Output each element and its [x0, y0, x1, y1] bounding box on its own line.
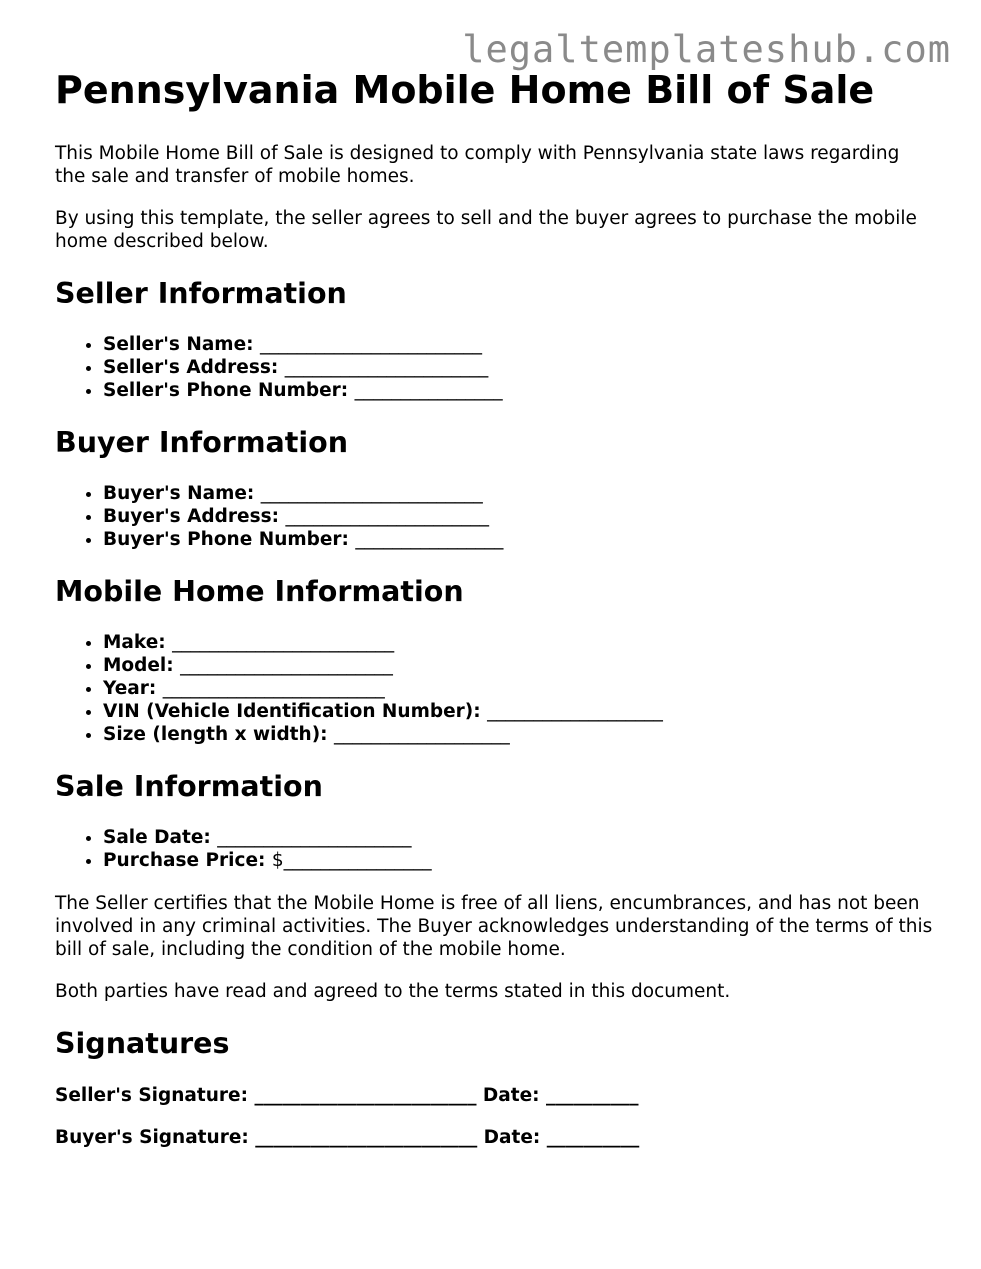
seller-date-label: Date:: [482, 1084, 540, 1106]
buyer-section-heading: Buyer Information: [55, 425, 349, 459]
seller-name-field: [103, 333, 935, 356]
model-field: [103, 654, 935, 677]
home-section-heading: Mobile Home Information: [55, 574, 464, 608]
field-label: Seller's Address:: [103, 356, 279, 378]
buyer-address-field: [103, 505, 935, 528]
seller-fields-list: [55, 333, 935, 402]
blank-line[interactable]: ________________: [354, 379, 503, 401]
blank-line[interactable]: ________________________: [162, 678, 385, 700]
vin-field: [103, 700, 935, 723]
buyer-fields-list: [55, 482, 935, 551]
seller-signature-line: [55, 1084, 935, 1107]
signatures-section-heading: Signatures: [55, 1027, 230, 1061]
seller-phone-field: [103, 379, 935, 402]
home-fields-list: [55, 631, 935, 746]
blank-line[interactable]: $________________: [271, 850, 432, 872]
seller-signature-blank[interactable]: ________________________: [254, 1084, 477, 1106]
blank-line[interactable]: ________________________: [259, 333, 482, 355]
seller-section-heading: Seller Information: [55, 276, 347, 310]
certification-paragraph: The Seller certifies that the Mobile Home is free of all liens, encumbrances, and has not been involved in any criminal activities. The Buyer acknowledges understanding of the terms of this bill of sale, including the condition of the mobile home.: [55, 893, 933, 961]
field-label: Make:: [103, 632, 166, 654]
field-label: Buyer's Phone Number:: [103, 528, 349, 550]
field-label: Seller's Phone Number:: [103, 379, 349, 401]
buyer-signature-blank[interactable]: ________________________: [255, 1126, 478, 1148]
field-label: Purchase Price:: [103, 850, 266, 872]
field-label: Model:: [103, 655, 174, 677]
seller-address-field: [103, 356, 935, 379]
field-label: Buyer's Address:: [103, 505, 280, 527]
seller-signature-label: Seller's Signature:: [55, 1084, 248, 1106]
field-label: Seller's Name:: [103, 333, 254, 355]
buyer-name-field: [103, 482, 935, 505]
buyer-signature-label: Buyer's Signature:: [55, 1126, 249, 1148]
sale-section-heading: Sale Information: [55, 770, 323, 804]
year-field: [103, 677, 935, 700]
blank-line[interactable]: ___________________: [334, 724, 510, 746]
field-label: Size (length x width):: [103, 724, 328, 746]
seller-date-blank[interactable]: __________: [546, 1084, 639, 1106]
field-label: VIN (Vehicle Identification Number):: [103, 701, 481, 723]
blank-line[interactable]: ________________________: [172, 632, 395, 654]
blank-line[interactable]: _______________________: [180, 655, 393, 677]
blank-line[interactable]: ______________________: [285, 505, 489, 527]
agreement-paragraph: Both parties have read and agreed to the terms stated in this document.: [55, 981, 731, 1003]
blank-line[interactable]: ________________________: [260, 482, 483, 504]
blank-line[interactable]: ________________: [355, 528, 504, 550]
field-label: Buyer's Name:: [103, 482, 255, 504]
blank-line[interactable]: _____________________: [217, 827, 412, 849]
field-label: Sale Date:: [103, 827, 211, 849]
blank-line[interactable]: ______________________: [284, 356, 489, 378]
sale-fields-list: [55, 826, 935, 872]
page-title: Pennsylvania Mobile Home Bill of Sale: [55, 68, 875, 112]
intro-paragraph-2: By using this template, the seller agrees to sell and the buyer agrees to purchase the mobile home described below.: [55, 207, 917, 252]
make-field: [103, 631, 935, 654]
size-field: [103, 723, 935, 746]
field-label: Year:: [103, 678, 157, 700]
intro-paragraph-1: This Mobile Home Bill of Sale is designed to comply with Pennsylvania state laws regarding the sale and transfer of mobile homes.: [55, 142, 900, 187]
buyer-phone-field: [103, 528, 935, 551]
sale-date-field: [103, 826, 935, 849]
purchase-price-field: [103, 849, 935, 872]
blank-line[interactable]: ___________________: [487, 701, 663, 723]
buyer-date-label: Date:: [483, 1126, 541, 1148]
buyer-date-blank[interactable]: __________: [546, 1126, 640, 1148]
document-page: [55, 68, 935, 1168]
buyer-signature-line: [55, 1126, 935, 1149]
watermark: legaltemplateshub.com: [462, 28, 951, 71]
